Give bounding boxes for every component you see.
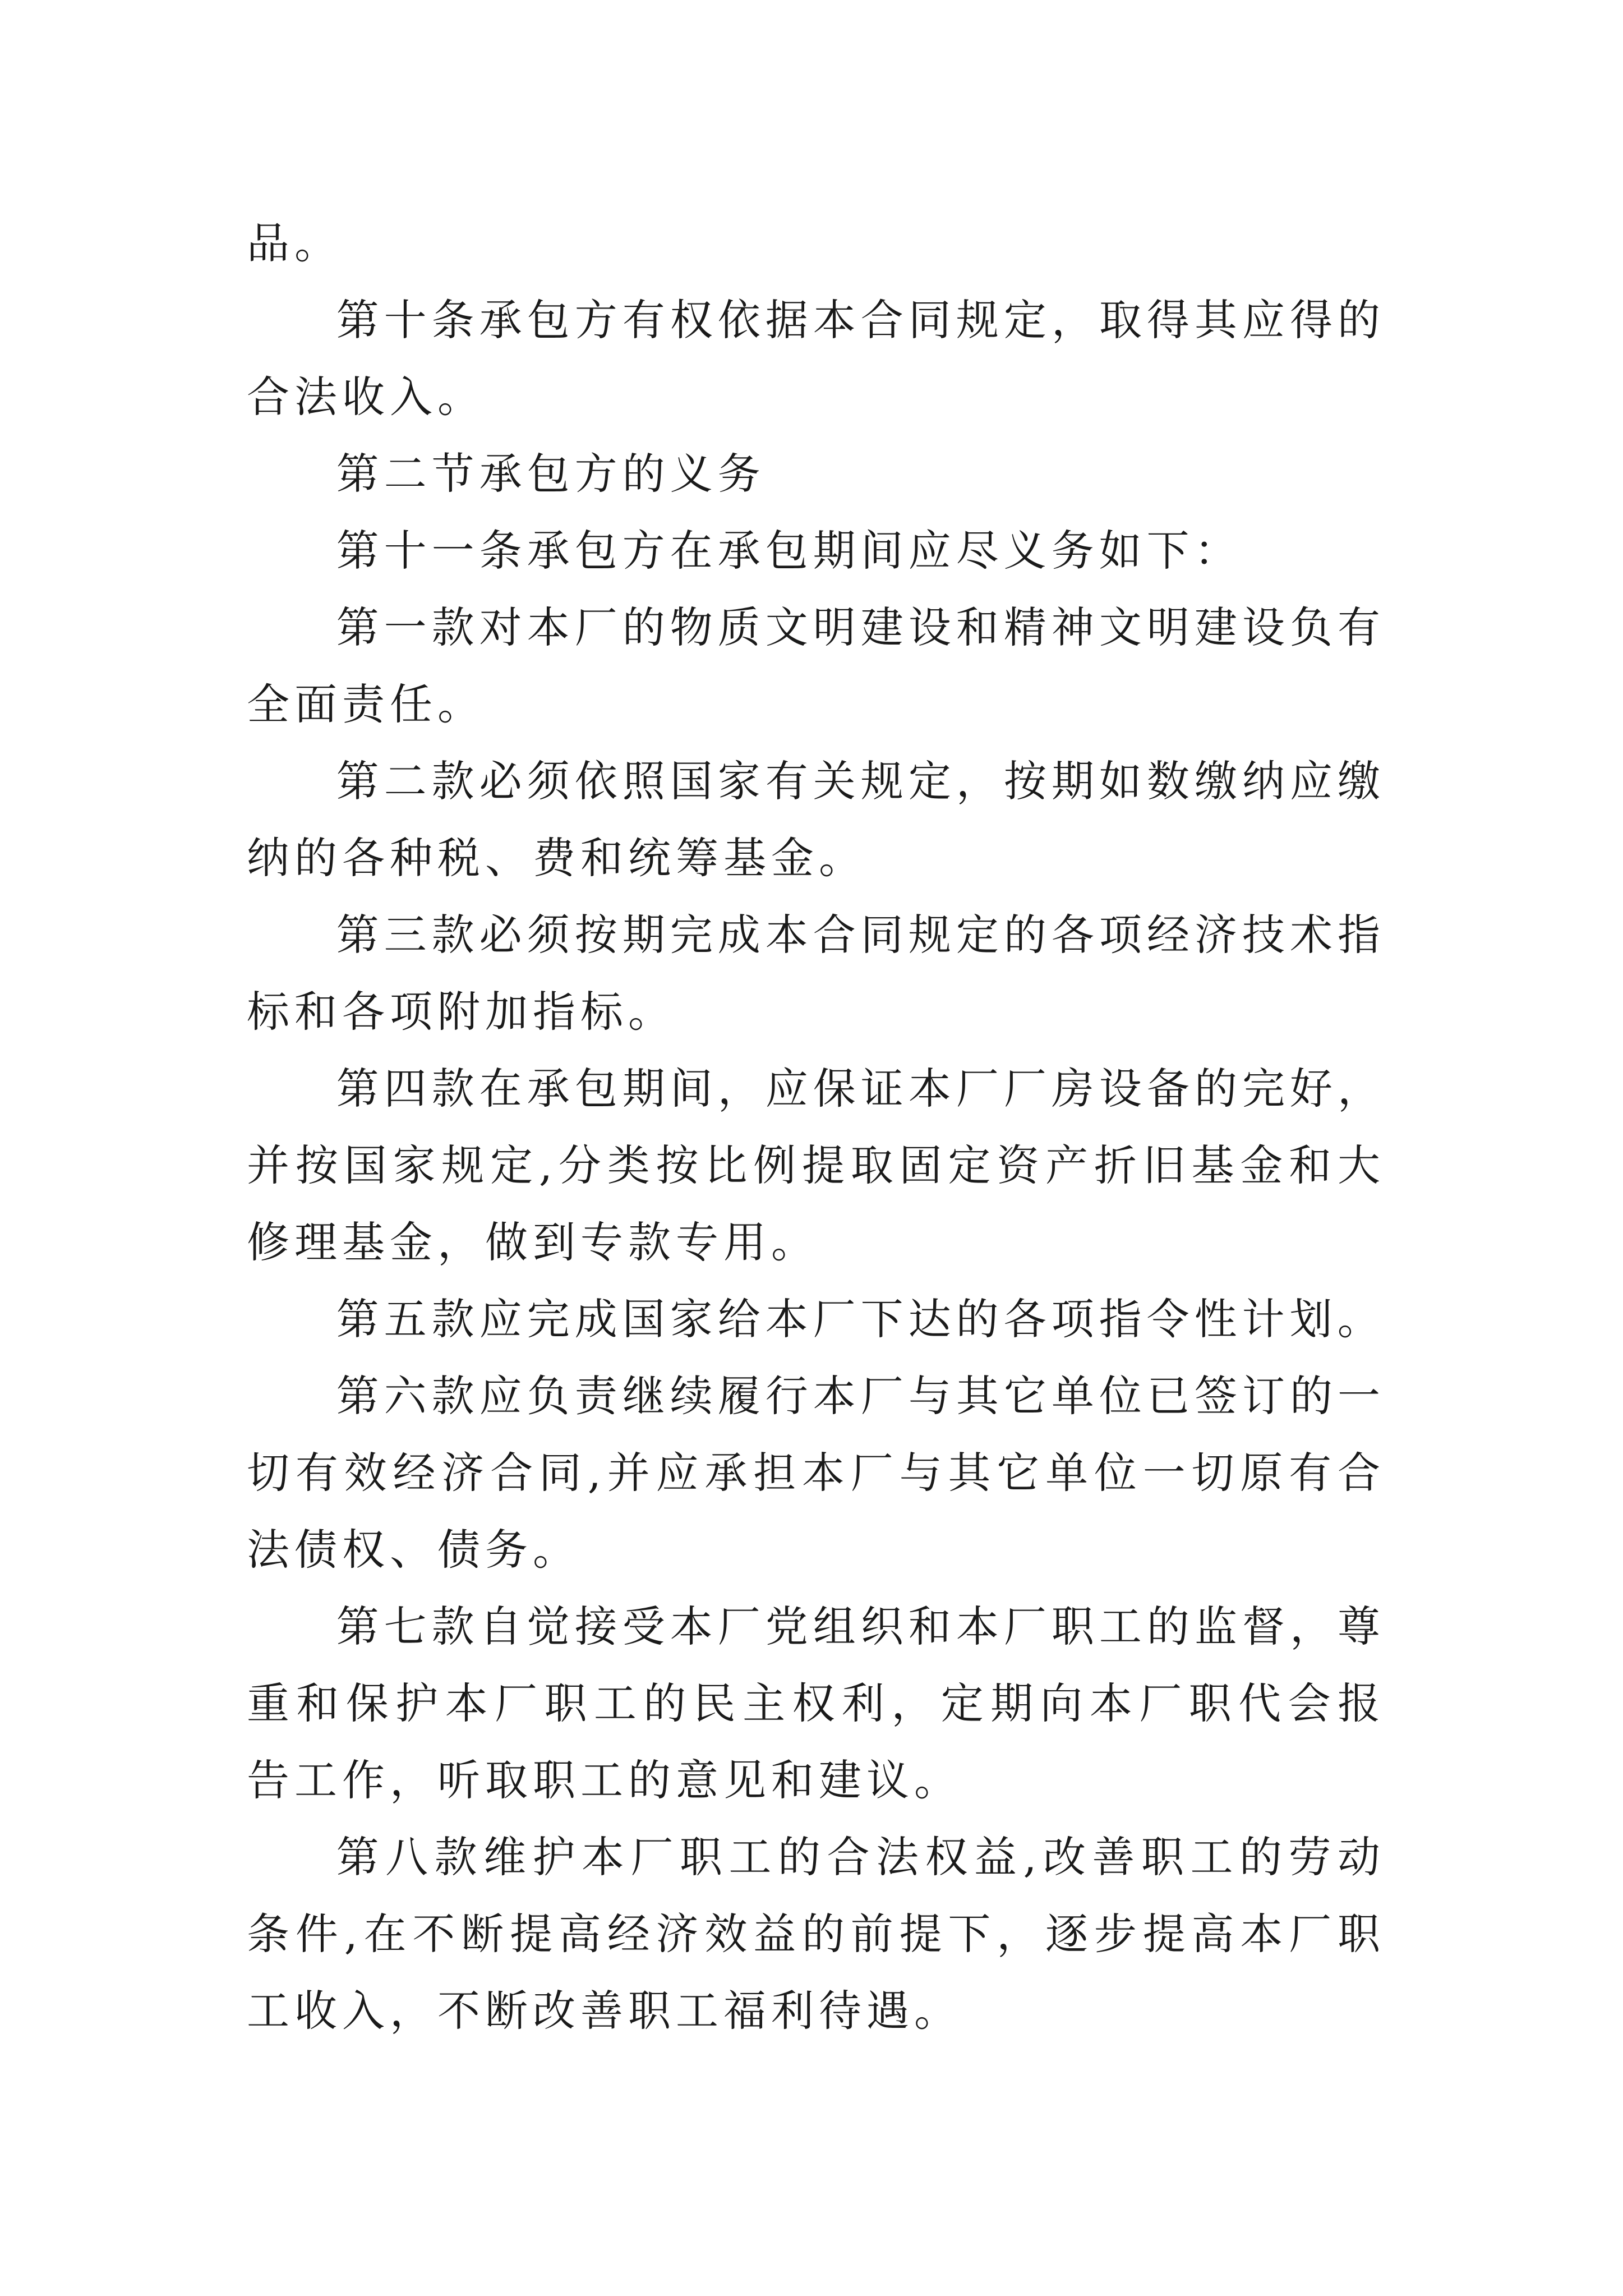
paragraph-11: 第八款维护本厂职工的合法权益,改善职工的劳动条件,在不断提高经济效益的前提下，逐步提高本厂职工收入，不断改善职工福利待遇。 bbox=[247, 1832, 1385, 2036]
paragraph-1: 第十条承包方有权依据本合同规定，取得其应得的合法收入。 bbox=[247, 295, 1385, 422]
section-heading: 第二节承包方的义务 bbox=[336, 449, 766, 499]
paragraph-5: 第二款必须依照国家有关规定，按期如数缴纳应缴纳的各种税、费和统筹基金。 bbox=[247, 756, 1385, 883]
paragraph-4: 第一款对本厂的物质文明建设和精神文明建设负有全面责任。 bbox=[247, 602, 1385, 729]
paragraph-6: 第三款必须按期完成本合同规定的各项经济技术指标和各项附加指标。 bbox=[247, 910, 1385, 1037]
paragraph-10: 第七款自觉接受本厂党组织和本厂职工的监督，尊重和保护本厂职工的民主权利，定期向本厂职代会报告工作，听取职工的意见和建议。 bbox=[247, 1602, 1385, 1805]
paragraph-3: 第十一条承包方在承包期间应尽义务如下： bbox=[336, 526, 1242, 576]
paragraph-0: 品。 bbox=[247, 218, 342, 268]
paragraph-9: 第六款应负责继续履行本厂与其它单位已签订的一切有效经济合同,并应承担本厂与其它单位一切原有合法债权、债务。 bbox=[247, 1371, 1385, 1575]
paragraph-7: 第四款在承包期间，应保证本厂厂房设备的完好，并按国家规定,分类按比例提取固定资产折旧基金和大修理基金，做到专款专用。 bbox=[247, 1064, 1385, 1267]
document-body bbox=[247, 205, 1385, 2049]
paragraph-8: 第五款应完成国家给本厂下达的各项指令性计划。 bbox=[336, 1294, 1385, 1344]
